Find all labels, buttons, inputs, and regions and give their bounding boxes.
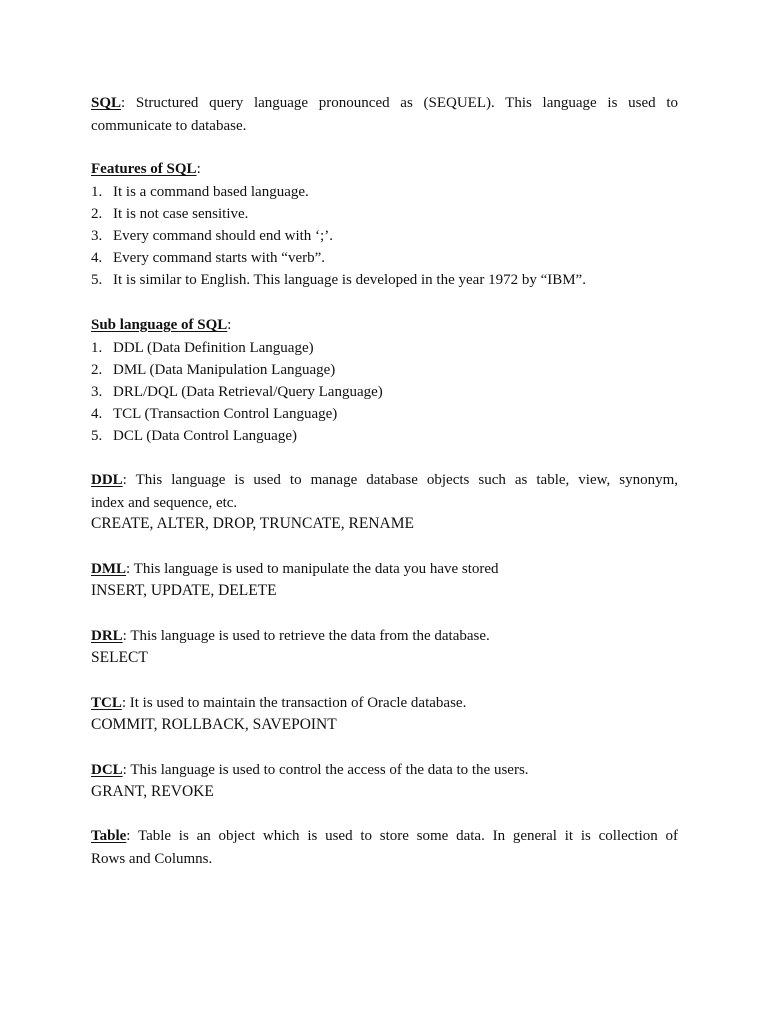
list-text: It is similar to English. This language is developed in the year 1972 by “IBM”. <box>113 272 586 289</box>
list-number: 2. <box>91 205 103 222</box>
table-definition-line2: Rows and Columns. <box>91 850 213 867</box>
ddl-definition-line2: index and sequence, etc. <box>91 494 238 511</box>
dml-term: DML <box>91 561 126 577</box>
list-number: 1. <box>91 339 103 356</box>
list-number: 4. <box>91 250 103 267</box>
sql-definition-text: Structured query language pronounced as (SEQUEL). This language is used to <box>125 95 678 111</box>
ddl-definition-text: This language is used to manage database objects such as table, view, synonym, <box>126 472 678 488</box>
sublanguage-heading: Sub language of SQL <box>91 317 228 333</box>
list-number: 4. <box>91 406 103 423</box>
drl-definition <box>91 625 490 648</box>
tcl-term: TCL <box>91 695 122 711</box>
list-item <box>91 425 681 447</box>
dcl-commands: GRANT, REVOKE <box>91 783 214 800</box>
list-number: 3. <box>91 227 103 244</box>
list-text: DML (Data Manipulation Language) <box>113 361 336 378</box>
dcl-term: DCL <box>91 762 123 778</box>
table-term: Table <box>91 828 127 844</box>
tcl-separator: : <box>121 695 127 711</box>
list-item <box>91 269 681 291</box>
drl-commands: SELECT <box>91 649 148 666</box>
list-text: TCL (Transaction Control Language) <box>113 406 338 423</box>
tcl-commands: COMMIT, ROLLBACK, SAVEPOINT <box>91 716 337 733</box>
list-text: It is not case sensitive. <box>113 205 249 222</box>
ddl-separator: : <box>122 472 127 488</box>
drl-definition-text: This language is used to retrieve the data from the database. <box>126 628 490 644</box>
list-text: Every command starts with “verb”. <box>113 250 326 267</box>
ddl-term: DDL <box>91 472 123 488</box>
list-number: 1. <box>91 183 103 200</box>
list-text: DRL/DQL (Data Retrieval/Query Language) <box>113 383 383 400</box>
dml-definition-text: This language is used to manipulate the data you have stored <box>130 561 499 577</box>
list-text: DCL (Data Control Language) <box>113 428 297 445</box>
table-definition-text: Table is an object which is used to store some data. In general it is collection of <box>130 828 678 844</box>
features-heading-row <box>91 158 201 181</box>
table-definition-line1 <box>91 825 678 848</box>
list-item <box>91 337 681 359</box>
list-item <box>91 359 681 381</box>
list-text: It is a command based language. <box>113 183 309 200</box>
list-item <box>91 225 681 247</box>
list-item <box>91 203 681 225</box>
list-item <box>91 247 681 269</box>
table-separator: : <box>126 828 131 844</box>
list-item <box>91 381 681 403</box>
features-heading: Features of SQL <box>91 161 197 177</box>
tcl-definition <box>91 692 466 715</box>
sublanguage-heading-row <box>91 314 231 337</box>
sublanguage-separator: : <box>227 317 232 333</box>
tcl-definition-text: It is used to maintain the transaction of Oracle database. <box>126 695 467 711</box>
drl-separator: : <box>122 628 127 644</box>
features-list <box>91 181 681 292</box>
sql-definition-line1 <box>91 92 678 115</box>
list-item <box>91 181 681 203</box>
dcl-definition-text: This language is used to control the access of the data to the users. <box>126 762 529 778</box>
dml-commands: INSERT, UPDATE, DELETE <box>91 582 277 599</box>
dcl-separator: : <box>122 762 127 778</box>
list-number: 2. <box>91 361 103 378</box>
ddl-commands: CREATE, ALTER, DROP, TRUNCATE, RENAME <box>91 515 414 532</box>
dml-definition <box>91 558 499 581</box>
dcl-definition <box>91 759 529 782</box>
sql-separator: : <box>121 95 126 111</box>
dml-separator: : <box>126 561 131 577</box>
sublanguage-list <box>91 337 681 448</box>
sql-term: SQL <box>91 95 122 111</box>
ddl-definition-line1 <box>91 469 678 492</box>
list-number: 3. <box>91 383 103 400</box>
list-text: DDL (Data Definition Language) <box>113 339 314 356</box>
list-number: 5. <box>91 272 103 289</box>
drl-term: DRL <box>91 628 123 644</box>
list-number: 5. <box>91 428 103 445</box>
list-text: Every command should end with ‘;’. <box>113 227 333 244</box>
sql-definition-line2: communicate to database. <box>91 117 247 134</box>
list-item <box>91 403 681 425</box>
features-separator: : <box>196 161 201 177</box>
